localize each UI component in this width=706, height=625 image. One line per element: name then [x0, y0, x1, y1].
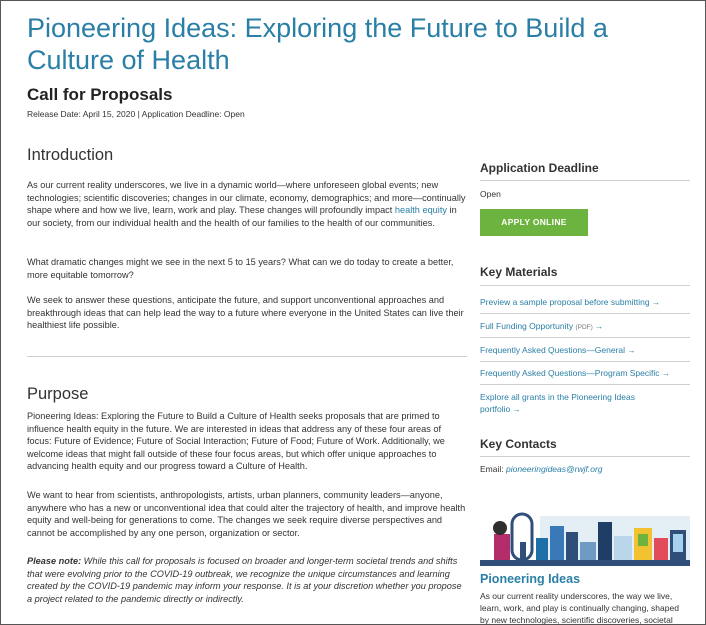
note-text: While this call for proposals is focused on broader and longer-term societal trends and shifts that were evolving prior to the COVID-19 outbreak, we recognize the unique circumstances and learning created by the COVID-19 pandemic may inform your response. It is at your discretion whether you propose a project related to the pandemic directly or indirectly.: [27, 556, 462, 604]
faq-general-label: Frequently Asked Questions—General: [480, 345, 626, 355]
arrow-right-icon: →: [652, 298, 660, 307]
arrow-right-icon: →: [661, 369, 670, 378]
contact-email-link[interactable]: pioneeringideas@rwjf.org: [505, 464, 603, 474]
faq-program-link[interactable]: [480, 368, 690, 380]
key-materials-heading: Key Materials: [480, 265, 558, 279]
materials-divider: [480, 384, 690, 385]
purpose-paragraph-1: Pioneering Ideas: Exploring the Future to Build a Culture of Health seeks proposals that are primed to influence health equity in the future. We are interested in ideas that address any of these four areas of focus: Future of Evidence; Future of Social Interaction; Future of Food; Future of Work. Additionally, we welcome ideas that might fall outside of these four focus areas, but which offer unique approaches to advancing health equity and our progress toward a Culture of Health.: [27, 411, 445, 471]
faq-general-link[interactable]: [480, 345, 690, 357]
section-divider: [27, 356, 467, 357]
email-label: Email:: [480, 464, 506, 474]
deadline-divider: [480, 180, 690, 181]
purpose-paragraph-2: We want to hear from scientists, anthropologists, artists, urban planners, community leaders—anyone, anywhere who has a new or unconventional idea that could alter the trajectory of health, and improve health equity and well-being for generations to come. The changes we seek require diverse perspectives and cannot be accomplished by any one person, organization or sector.: [27, 490, 466, 538]
deadline-value: Open: [480, 189, 501, 199]
arrow-right-icon: →: [627, 346, 636, 355]
contact-email-row: [480, 464, 690, 474]
materials-divider: [480, 313, 690, 314]
key-contacts-heading: Key Contacts: [480, 437, 557, 451]
sample-proposal-label: Preview a sample proposal before submitting: [480, 297, 650, 307]
arrow-right-icon: →: [595, 322, 604, 331]
explore-grants-label: Explore all grants in the Pioneering Ideas portfolio: [480, 392, 635, 414]
deadline-heading: Application Deadline: [480, 161, 599, 175]
pioneering-ideas-illustration: [480, 508, 690, 566]
explore-grants-link[interactable]: [480, 392, 660, 415]
page-title: Pioneering Ideas: Exploring the Future to Build a Culture of Health: [27, 13, 608, 75]
arrow-right-icon: →: [512, 404, 521, 414]
intro-heading: Introduction: [27, 146, 114, 164]
contacts-divider: [480, 456, 690, 457]
release-meta: Release Date: April 15, 2020 | Application Deadline: Open: [27, 109, 245, 119]
page-subtitle: Call for Proposals: [27, 85, 173, 104]
faq-program-label: Frequently Asked Questions—Program Specific: [480, 368, 660, 378]
intro-paragraph-2: What dramatic changes might we see in the next 5 to 15 years? What can we do today to create a better, more equitable tomorrow?: [27, 257, 454, 280]
materials-divider: [480, 361, 690, 362]
funding-opportunity-label: Full Funding Opportunity: [480, 321, 574, 331]
purpose-note: [27, 555, 467, 605]
intro-paragraph-1: [27, 179, 467, 229]
sample-proposal-link[interactable]: [480, 297, 690, 309]
materials-divider: [480, 337, 690, 338]
pioneering-ideas-text: As our current reality underscores, the way we live, learn, work, and play is continually changing, shaped by new technologies, scientific discoveries, societal: [480, 591, 679, 625]
funding-opportunity-link[interactable]: [480, 321, 690, 334]
pioneering-ideas-heading: Pioneering Ideas: [480, 572, 581, 586]
materials-divider: [480, 285, 690, 286]
intro-p1-text-b: in our society, from our individual health and the health of our families to the health of our communities.: [27, 205, 457, 228]
intro-p1-text-a: As our current reality underscores, we live in a dynamic world—where unforeseen global events; new technologies; scientific discoveries; changes in our climate, economy, demographics; and more—continually shape where and how we live, learn, work and play. These changes will profoundly impact: [27, 180, 466, 215]
note-label: Please note:: [27, 556, 82, 566]
pdf-badge: (PDF): [575, 324, 593, 331]
apply-online-button[interactable]: APPLY ONLINE: [480, 209, 588, 236]
intro-paragraph-3: We seek to answer these questions, anticipate the future, and support unconventional approaches and breakthrough ideas that can help lead the way to a future where everyone in the United States can live their healthiest life possible.: [27, 295, 464, 330]
health-equity-link[interactable]: health equity: [394, 205, 447, 215]
purpose-heading: Purpose: [27, 385, 89, 403]
